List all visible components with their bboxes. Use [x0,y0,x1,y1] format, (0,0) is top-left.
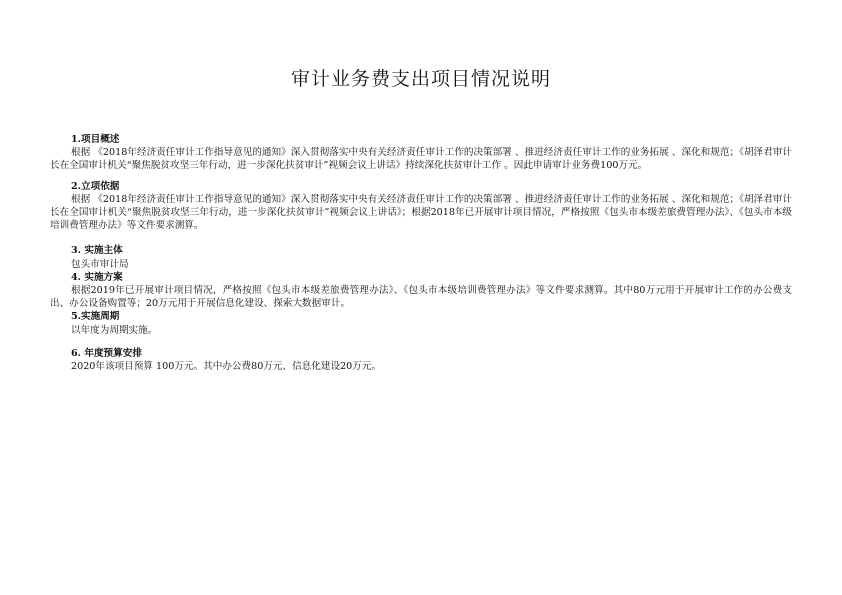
section-subject [50,244,792,270]
section-period [50,310,792,336]
section-heading: 5.实施周期 [71,311,120,323]
section-text: 根据 《2018年经济责任审计工作指导意见的通知》深入贯彻落实中央有关经济责任审计工作的决策部署 、推进经济责任审计工作的业务拓展 、深化和规范；《胡泽君审计长在全国审计机关“聚焦脱贫攻坚三年行动，进一步深化扶贫审计”视频会议上讲话》持续深化扶贫审计工作 。因此申请审计业务费100万元。 [50,147,792,172]
document-body [50,133,792,373]
section-heading: 1.项目概述 [71,134,120,145]
section-text: 包头市审计局 [71,258,129,270]
section-heading: 3. 实施主体 [71,245,123,257]
section-heading: 2.立项依据 [71,180,120,192]
section-text: 2020年该项目预算 100万元。其中办公费80万元、信息化建设20万元。 [71,361,382,373]
section-text: 以年度为周期实施。 [71,324,158,336]
section-overview [50,133,792,173]
section-basis [50,180,792,233]
section-heading: 4. 实施方案 [71,271,123,283]
section-text: 根据 《2018年经济责任审计工作指导意见的通知》深入贯彻落实中央有关经济责任审计工作的决策部署 、推进经济责任审计工作的业务拓展 、深化和规范；《胡泽君审计长在全国审计机关“聚焦脱贫攻坚三年行动，进一步深化扶贫审计”视频会议上讲话》；根据2018年已开展审计项目情况，严格按照《包头市本级差旅费管理办法》、《包头市本级培训费管理办法》等文件要求测算。 [50,193,792,232]
page-title: 审计业务费支出项目情况说明 [290,68,551,90]
section-budget [50,347,792,373]
section-plan [50,271,792,311]
section-text: 根据2019年已开展审计项目情况，严格按照《包头市本级差旅费管理办法》、《包头市本级培训费管理办法》等文件要求测算。其中80万元用于开展审计工作的办公费支出、办公设备购置等；20万元用于开展信息化建设、探索大数据审计。 [50,285,792,310]
section-heading: 6. 年度预算安排 [71,347,142,359]
